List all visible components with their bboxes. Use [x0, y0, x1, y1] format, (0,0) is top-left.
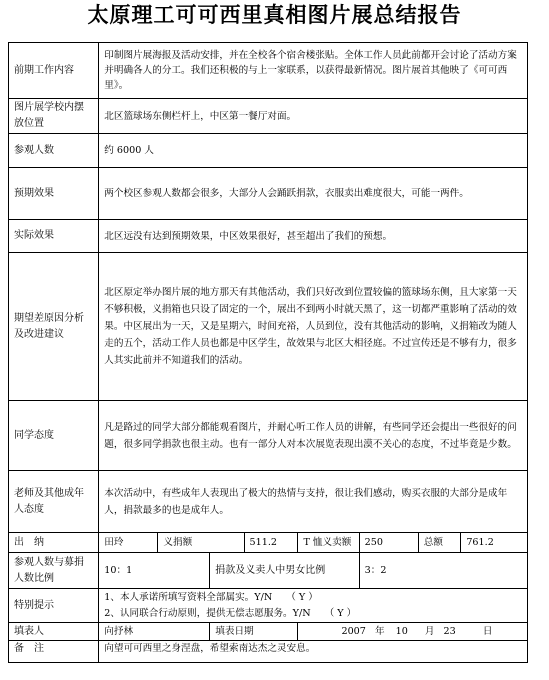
- visitors-text: 约 6000 人: [99, 134, 528, 168]
- filler-name: 向抒林: [99, 623, 210, 641]
- notice-line-2-text: 2、认同联合行动原则，提供无偿志愿服务。Y/N: [104, 607, 311, 619]
- row-adults: [9, 471, 528, 533]
- location-label: 图片展学校内摆放位置: [9, 99, 99, 134]
- row-remark: [9, 641, 528, 663]
- total-value: 761.2: [461, 533, 528, 553]
- date-year-unit: 年: [374, 626, 385, 637]
- ratio-label: 参观人数与募捐人数比例: [9, 553, 99, 589]
- adults-label: 老师及其他成年人态度: [9, 471, 99, 533]
- remark-text: 向望可可西里之身涅盘，希望索南达杰之灵安息。: [99, 641, 528, 663]
- analysis-text: 北区原定举办图片展的地方那天有其他活动，我们只好改到位置较偏的篮球场东侧，且大家第一天不够积极，义捐箱也只设了固定的一个，展出不到两小时就天黑了，这一切都严重影响了活动的效果。中区展出为一天，又是星期六，时间充裕，人员到位，没有其他活动的影响，义捐箱改为随人走的五个，活动工作人员也都是中区学生，故效果与北区大相径庭。不过宣传还是不够有力，很多人其实此前并不知道我们的活动。: [99, 253, 528, 401]
- notice-content: [99, 589, 528, 623]
- expected-label: 预期效果: [9, 168, 99, 220]
- remark-label: 备 注: [9, 641, 99, 663]
- row-location: [9, 99, 528, 134]
- attitude-text: 凡是路过的同学大部分都能观看图片，并耐心听工作人员的讲解，有些同学还会提出一些很好的问题，很多同学捐款也很主动。也有一部分人对本次展览表现出漠不关心的态度，不过毕竟是少数。: [99, 401, 528, 471]
- notice-line-2-answer: （ Y ）: [324, 607, 357, 619]
- row-attitude: [9, 401, 528, 471]
- tshirt-label: T 恤义卖额: [298, 533, 359, 553]
- row-notice: [9, 589, 528, 623]
- row-actual: [9, 220, 528, 253]
- tshirt-value: 250: [359, 533, 418, 553]
- ratio-value: 10：1: [99, 553, 210, 589]
- actual-text: 北区远没有达到预期效果，中区效果很好，甚至超出了我们的预想。: [99, 220, 528, 253]
- date-value: [298, 623, 528, 641]
- date-day: 23: [443, 626, 456, 637]
- location-text: 北区篮球场东侧栏杆上，中区第一餐厅对面。: [99, 99, 528, 134]
- prior-work-text: 印制图片展海报及活动安排，并在全校各个宿舍楼张贴。全体工作人员此前都开会讨论了活动方案并明确各人的分工。我们还积极的与上一家联系，以获得最新情况。图片展首其他映了《可可西里》。: [99, 43, 528, 99]
- row-prior-work: [9, 43, 528, 99]
- row-finance: [9, 533, 528, 553]
- analysis-label: 期望差原因分析及改进建议: [9, 253, 99, 401]
- donation-label: 义捐额: [158, 533, 244, 553]
- row-visitors: [9, 134, 528, 168]
- actual-label: 实际效果: [9, 220, 99, 253]
- notice-line-1: [104, 590, 522, 606]
- date-month-unit: 月: [424, 626, 435, 637]
- date-day-unit: 日: [482, 626, 493, 637]
- attitude-label: 同学态度: [9, 401, 99, 471]
- notice-line-2: [104, 606, 522, 622]
- date-year: 2007: [341, 626, 366, 637]
- date-month: 10: [395, 626, 408, 637]
- row-ratio: [9, 553, 528, 589]
- filler-label: 填表人: [9, 623, 99, 641]
- donation-value: 511.2: [244, 533, 298, 553]
- notice-line-1-text: 1、本人承诺所填写资料全部属实。Y/N: [104, 591, 273, 603]
- prior-work-label: 前期工作内容: [9, 43, 99, 99]
- report-table: [8, 42, 528, 663]
- date-label: 填表日期: [210, 623, 298, 641]
- cashier-label: 出 纳: [9, 533, 99, 553]
- adults-text: 本次活动中，有些成年人表现出了极大的热情与支持，很让我们感动，购买衣服的大部分是成年人，捐款最多的也是成年人。: [99, 471, 528, 533]
- row-expected: [9, 168, 528, 220]
- row-analysis: [9, 253, 528, 401]
- gender-ratio-label: 捐款及义卖人中男女比例: [210, 553, 359, 589]
- visitors-label: 参观人数: [9, 134, 99, 168]
- gender-ratio-value: 3：2: [359, 553, 527, 589]
- row-filler: [9, 623, 528, 641]
- notice-label: 特别提示: [9, 589, 99, 623]
- notice-line-1-answer: （ Y ）: [286, 591, 318, 603]
- total-label: 总额: [418, 533, 461, 553]
- report-title: 太原理工可可西里真相图片展总结报告: [87, 2, 462, 27]
- expected-text: 两个校区参观人数都会很多，大部分人会踊跃捐款，衣服卖出难度很大，可能一两件。: [99, 168, 528, 220]
- cashier-value: 田玲: [99, 533, 158, 553]
